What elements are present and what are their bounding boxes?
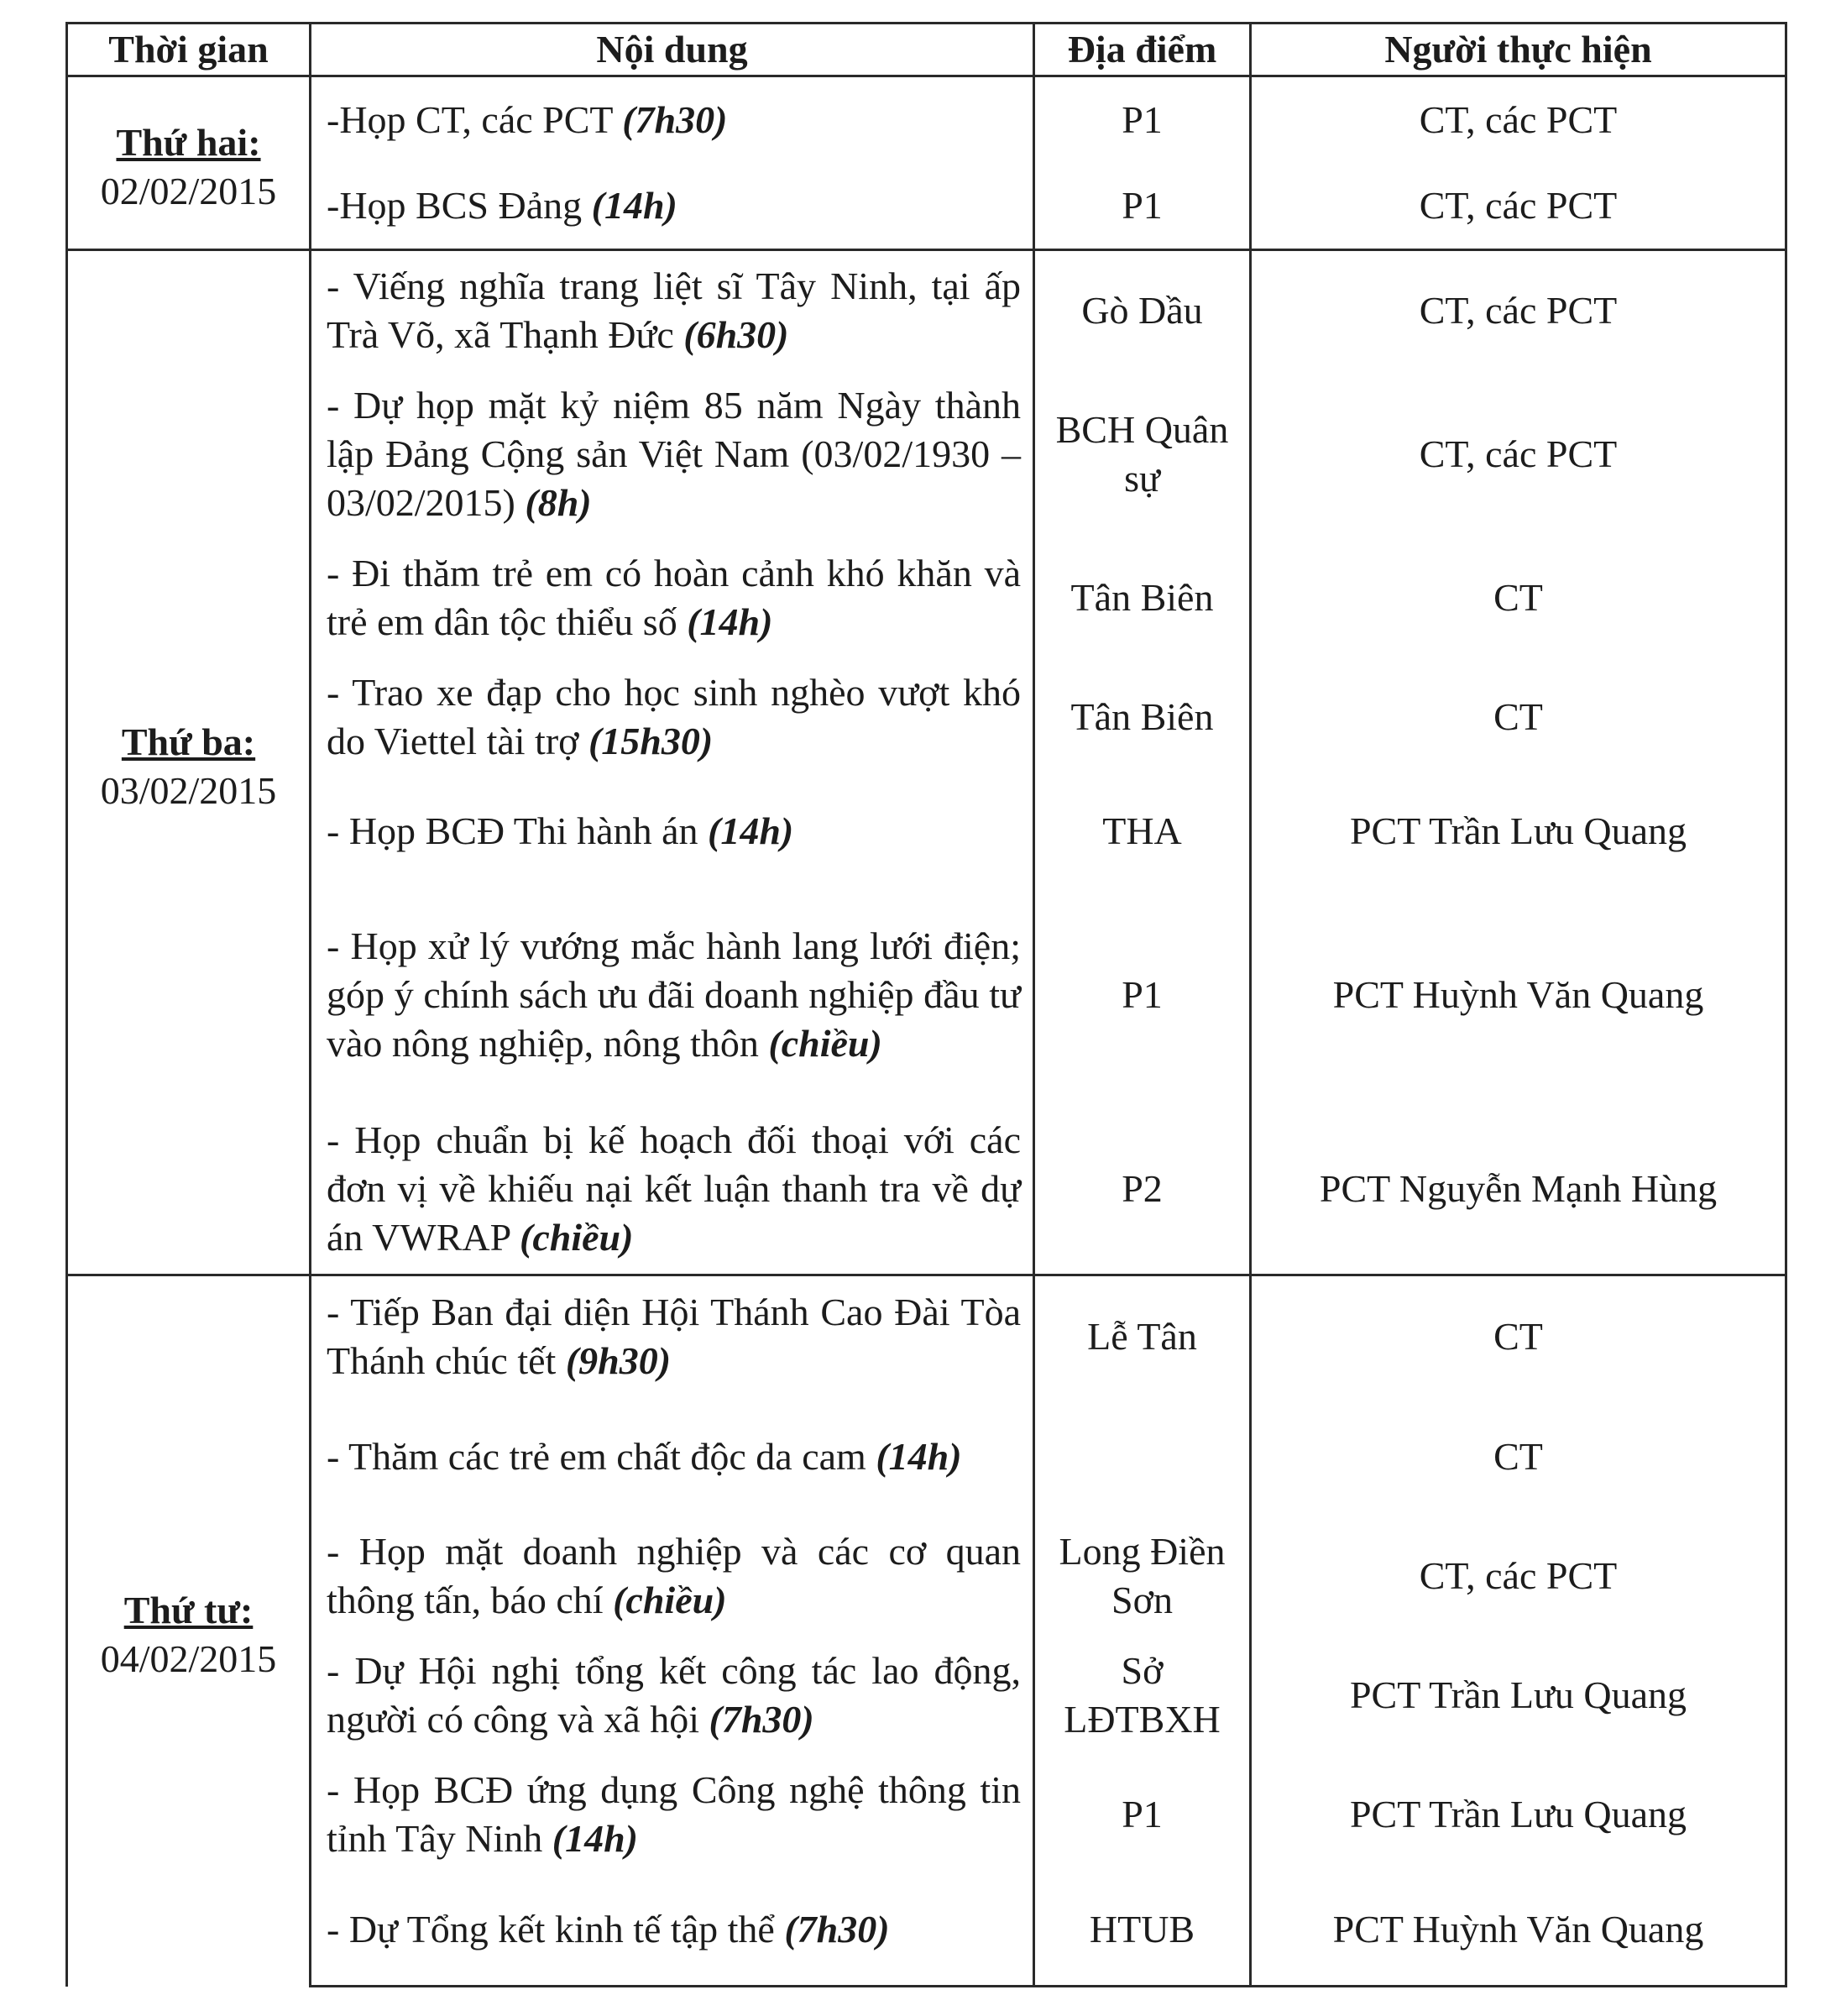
content-cell: [311, 163, 1034, 250]
table-row: [67, 163, 1786, 250]
person-cell: PCT Trần Lưu Quang: [1251, 777, 1786, 886]
header-row: [67, 24, 1786, 76]
table-row: [67, 1397, 1786, 1516]
person-cell: CT, các PCT: [1251, 250, 1786, 371]
content-text: -Họp BCS Đảng: [327, 184, 592, 227]
person-cell: PCT Huỳnh Văn Quang: [1251, 886, 1786, 1104]
content-text: - Dự họp mặt kỷ niệm 85 năm Ngày thành lập Đảng Cộng sản Việt Nam (03/02/1930 – 03/02/2015): [327, 384, 1021, 524]
content-cell: [311, 76, 1034, 164]
content-cell: [311, 370, 1034, 538]
place-cell: P2: [1034, 1104, 1251, 1275]
content-text: - Họp BCĐ ứng dụng Công nghệ thông tin tỉnh Tây Ninh: [327, 1768, 1021, 1860]
header-person: Người thực hiện: [1251, 24, 1786, 76]
content-cell: [311, 657, 1034, 777]
header-content: Nội dung: [311, 24, 1034, 76]
place-cell: Tân Biên: [1034, 657, 1251, 777]
day-cell-wednesday: [67, 1275, 311, 1987]
content-timing: (15h30): [588, 720, 714, 762]
table-row: [67, 1275, 1786, 1398]
day-label: Thứ hai:: [116, 120, 261, 164]
table-row: [67, 1104, 1786, 1275]
table-row: [67, 777, 1786, 886]
day-date: 03/02/2015: [100, 768, 277, 812]
content-text: - Dự Hội nghị tổng kết công tác lao động, người có công và xã hội: [327, 1649, 1021, 1741]
content-cell: [311, 777, 1034, 886]
person-cell: CT, các PCT: [1251, 370, 1786, 538]
day-label: Thứ tư:: [123, 1589, 254, 1632]
place-cell: P1: [1034, 163, 1251, 250]
content-text: - Trao xe đạp cho học sinh nghèo vượt khó do Viettel tài trợ: [327, 671, 1021, 762]
header-time: Thời gian: [67, 24, 311, 76]
content-timing: (6h30): [683, 313, 789, 356]
day-date: 02/02/2015: [100, 169, 277, 212]
schedule-table: [65, 22, 1787, 1987]
place-cell: Long Điền Sơn: [1034, 1516, 1251, 1636]
content-timing: (chiều): [768, 1022, 882, 1065]
day-label: Thứ ba:: [121, 720, 256, 763]
content-cell: [311, 886, 1034, 1104]
content-text: - Dự Tổng kết kinh tế tập thể: [327, 1908, 785, 1951]
table-row: [67, 657, 1786, 777]
table-row: [67, 76, 1786, 164]
content-text: - Tiếp Ban đại diện Hội Thánh Cao Đài Tòa Thánh chúc tết: [327, 1291, 1021, 1382]
table-row: [67, 538, 1786, 657]
place-cell: HTUB: [1034, 1874, 1251, 1987]
schedule-sheet: [65, 22, 1785, 1987]
content-timing: (14h): [708, 809, 794, 852]
person-cell: PCT Huỳnh Văn Quang: [1251, 1874, 1786, 1987]
day-cell-monday: [67, 76, 311, 250]
content-cell: [311, 1397, 1034, 1516]
place-cell: P1: [1034, 886, 1251, 1104]
content-timing: (8h): [525, 481, 592, 524]
table-row: [67, 886, 1786, 1104]
person-cell: CT: [1251, 657, 1786, 777]
content-text: -Họp CT, các PCT: [327, 98, 623, 141]
place-cell: Gò Dầu: [1034, 250, 1251, 371]
content-cell: [311, 1516, 1034, 1636]
content-cell: [311, 250, 1034, 371]
content-cell: [311, 538, 1034, 657]
place-cell: Tân Biên: [1034, 538, 1251, 657]
person-cell: CT, các PCT: [1251, 1516, 1786, 1636]
table-row: [67, 250, 1786, 371]
table-row: [67, 1516, 1786, 1636]
person-cell: CT, các PCT: [1251, 163, 1786, 250]
content-cell: [311, 1636, 1034, 1755]
person-cell: CT: [1251, 1397, 1786, 1516]
day-date: 04/02/2015: [100, 1637, 277, 1681]
content-timing: (chiều): [613, 1579, 727, 1621]
content-text: - Họp xử lý vướng mắc hành lang lưới điện; góp ý chính sách ưu đãi doanh nghiệp đầu tư vào nông nghiệp, nông thôn: [327, 924, 1021, 1065]
person-cell: PCT Nguyễn Mạnh Hùng: [1251, 1104, 1786, 1275]
content-cell: [311, 1874, 1034, 1987]
schedule-body: [67, 76, 1786, 1987]
day-cell-tuesday: [67, 250, 311, 1275]
header-place: Địa điểm: [1034, 24, 1251, 76]
content-timing: (14h): [687, 600, 773, 643]
content-timing: (7h30): [622, 98, 728, 141]
place-cell: [1034, 1397, 1251, 1516]
place-cell: Lễ Tân: [1034, 1275, 1251, 1398]
content-text: - Đi thăm trẻ em có hoàn cảnh khó khăn và trẻ em dân tộc thiểu số: [327, 552, 1021, 643]
content-cell: [311, 1755, 1034, 1874]
content-timing: (14h): [552, 1817, 638, 1860]
content-text: - Họp BCĐ Thi hành án: [327, 809, 709, 852]
content-text: - Thăm các trẻ em chất độc da cam: [327, 1435, 876, 1478]
place-cell: P1: [1034, 1755, 1251, 1874]
person-cell: CT: [1251, 1275, 1786, 1398]
content-text: - Họp chuẩn bị kế hoạch đối thoại với các đơn vị về khiếu nại kết luận thanh tra về dự án VWRAP: [327, 1118, 1021, 1259]
person-cell: PCT Trần Lưu Quang: [1251, 1755, 1786, 1874]
place-cell: THA: [1034, 777, 1251, 886]
content-timing: (7h30): [784, 1908, 890, 1951]
place-cell: Sở LĐTBXH: [1034, 1636, 1251, 1755]
content-timing: (14h): [591, 184, 677, 227]
content-timing: (chiều): [520, 1216, 634, 1259]
place-cell: BCH Quân sự: [1034, 370, 1251, 538]
content-cell: [311, 1275, 1034, 1398]
content-timing: (9h30): [565, 1339, 672, 1382]
content-timing: (7h30): [709, 1698, 814, 1741]
table-row: [67, 1874, 1786, 1987]
table-row: [67, 1636, 1786, 1755]
content-cell: [311, 1104, 1034, 1275]
content-timing: (14h): [876, 1435, 962, 1478]
place-cell: P1: [1034, 76, 1251, 164]
table-row: [67, 370, 1786, 538]
content-text: - Họp mặt doanh nghiệp và các cơ quan thông tấn, báo chí: [327, 1530, 1021, 1621]
content-text: - Viếng nghĩa trang liệt sĩ Tây Ninh, tại ấp Trà Võ, xã Thạnh Đức: [327, 264, 1021, 356]
person-cell: CT, các PCT: [1251, 76, 1786, 164]
table-row: [67, 1755, 1786, 1874]
person-cell: PCT Trần Lưu Quang: [1251, 1636, 1786, 1755]
person-cell: CT: [1251, 538, 1786, 657]
